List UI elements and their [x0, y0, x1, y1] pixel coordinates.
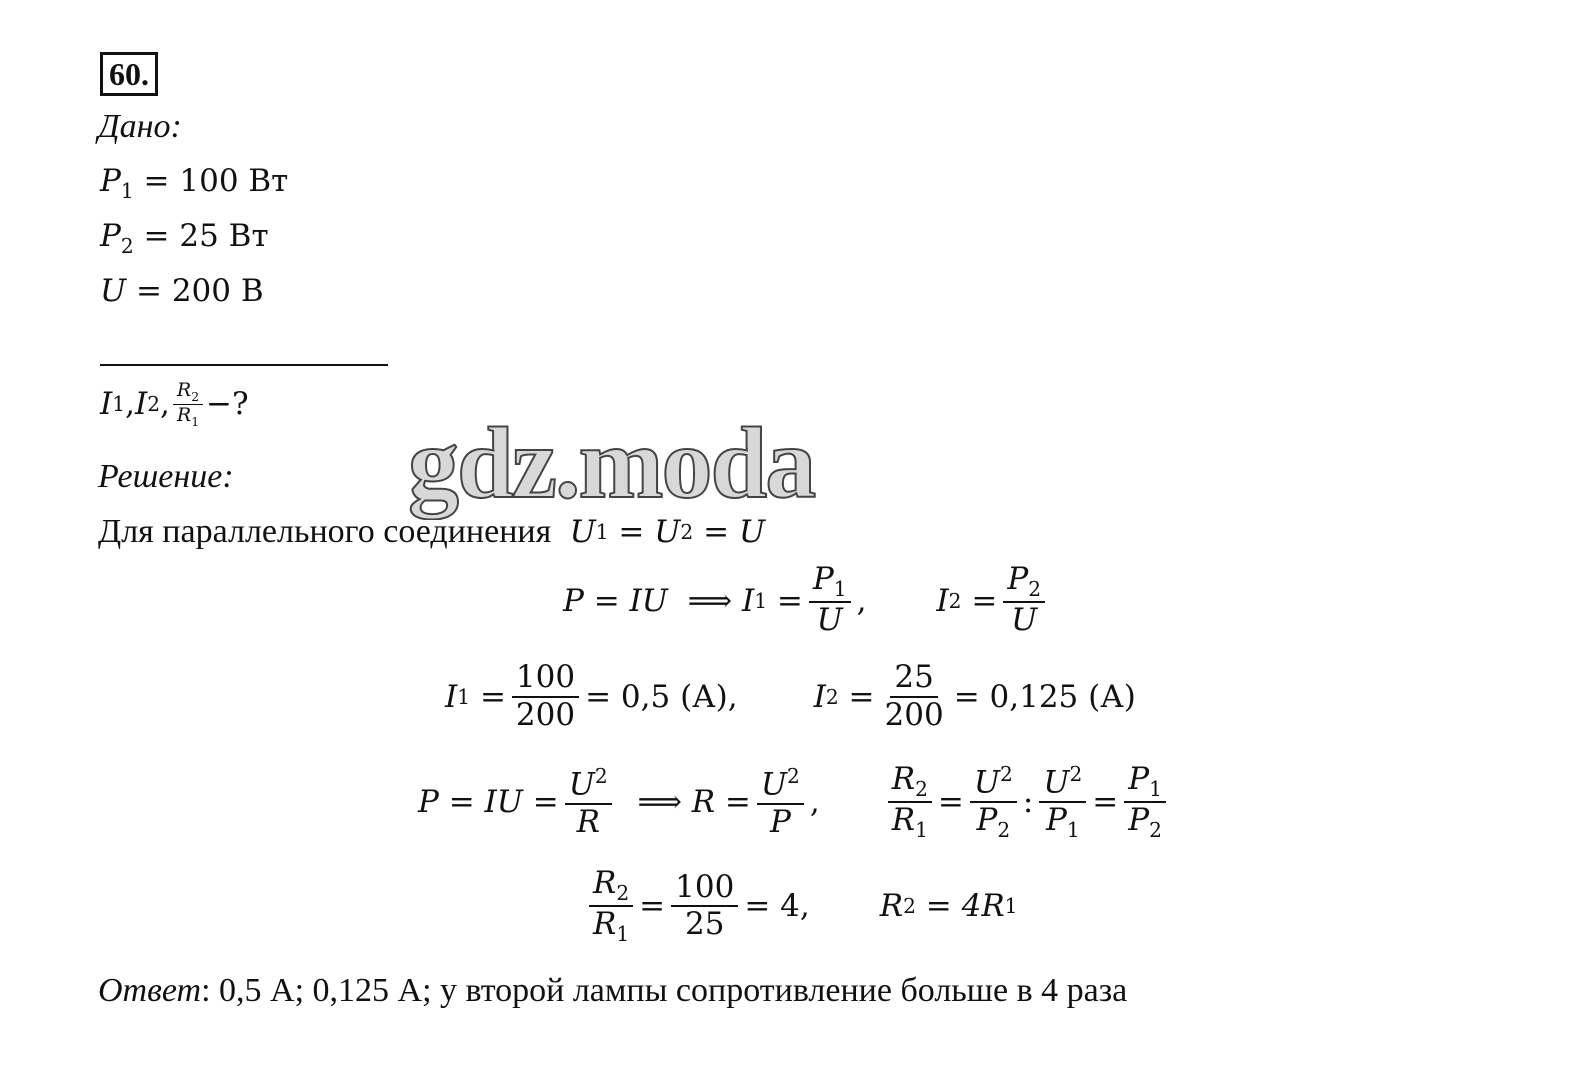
f3-fraction-2	[757, 765, 804, 841]
f3-frac5-den: P	[1045, 801, 1067, 838]
pe-eq2: =	[703, 514, 730, 550]
u-symbol: U	[100, 273, 127, 309]
f2-i2-sub: 2	[825, 684, 839, 709]
f1-arrow: ⟹	[687, 582, 733, 619]
answer-line	[98, 972, 1127, 1010]
f3-frac6-den: P	[1128, 802, 1150, 839]
f1-i2: I	[936, 582, 949, 619]
answer-text: : 0,5 А; 0,125 А; у второй лампы сопротивление больше в 4 раза	[201, 972, 1128, 1009]
f1-i1-sub: 1	[754, 588, 768, 613]
f3-frac2-num-sup: 2	[787, 763, 800, 788]
given-power-2	[100, 218, 269, 258]
f3-frac1-num: U	[568, 765, 595, 802]
given-voltage	[100, 273, 264, 309]
f3-frac6-num-sub: 1	[1149, 777, 1162, 802]
f1-frac1-num-sub: 1	[833, 577, 847, 602]
pe-u: U	[738, 514, 766, 550]
p1-subscript: 1	[120, 179, 134, 204]
f3-fraction-1	[565, 765, 612, 841]
find-comma-2: ,	[160, 386, 170, 423]
pe-u1-sub: 1	[595, 520, 609, 544]
f1-fraction-1	[809, 562, 851, 639]
f2-i2: I	[813, 678, 826, 715]
f4-r2-value: = 4R	[925, 888, 1005, 925]
f3-frac5-den-sub: 1	[1066, 817, 1080, 842]
f1-frac1-num: P	[812, 561, 834, 597]
f3-frac3-num-sub: 2	[915, 777, 928, 802]
given-power-1	[100, 163, 288, 203]
watermark: gdz.moda	[408, 407, 815, 520]
solution-heading: Решение:	[98, 458, 234, 495]
find-i1-sub: 1	[112, 392, 126, 417]
pe-u2-sub: 2	[680, 520, 694, 544]
f3-frac4-num-sup: 2	[1000, 761, 1013, 786]
p2-value: = 25 Вт	[143, 218, 269, 254]
f4-fraction-2	[671, 870, 738, 943]
f4-result: = 4,	[744, 888, 810, 925]
find-ratio-den: R	[176, 403, 192, 426]
f4-frac1-den-sub: 1	[616, 922, 630, 947]
pe-eq1: =	[618, 514, 645, 550]
u-value: = 200 В	[136, 273, 264, 309]
find-i1: I	[100, 386, 113, 423]
p2-subscript: 2	[120, 234, 134, 259]
f3-fraction-6	[1124, 762, 1166, 843]
find-line	[100, 380, 249, 429]
f1-eq: =	[776, 582, 803, 619]
f4-fraction-1	[589, 866, 633, 947]
f2-result-1: = 0,5 (А),	[585, 678, 738, 715]
f2-frac2-den: 200	[884, 696, 944, 733]
find-ratio-den-sub: 1	[191, 414, 200, 429]
given-heading: Дано:	[98, 108, 182, 145]
f2-frac1-num: 100	[512, 660, 579, 698]
f3-frac4-den: P	[976, 801, 998, 838]
f4-frac1-den: R	[593, 906, 617, 943]
formula-line-1	[563, 562, 1051, 639]
f1-fraction-2	[1003, 562, 1045, 639]
find-ratio-num-sub: 2	[191, 389, 200, 404]
f3-frac5-num-sup: 2	[1069, 761, 1083, 786]
f2-fraction-2	[881, 660, 948, 733]
find-ratio-num: R	[176, 379, 192, 401]
f2-result-2: = 0,125 (А)	[953, 678, 1136, 715]
p1-symbol: P	[100, 163, 121, 199]
formula-line-3	[418, 762, 1172, 843]
f3-frac1-den: R	[576, 803, 600, 840]
pe-u1: U	[569, 514, 596, 550]
f3-frac2-num: U	[760, 765, 788, 802]
f3-eq2: =	[1092, 784, 1119, 821]
find-i2: I	[134, 386, 148, 423]
formula-line-2	[445, 660, 1136, 733]
answer-label: Ответ	[98, 972, 202, 1009]
find-suffix: −?	[206, 386, 249, 423]
pe-u2: U	[654, 514, 681, 550]
f3-frac6-num: P	[1128, 761, 1150, 797]
parallel-text: Для параллельного соединения	[98, 513, 552, 550]
given-divider	[100, 364, 388, 366]
p2-symbol: P	[100, 218, 121, 254]
f1-i2-sub: 2	[948, 588, 962, 613]
f3-frac3-den: R	[891, 802, 916, 839]
f3-fraction-5	[1039, 763, 1086, 842]
f3-lhs: P = IU =	[418, 784, 559, 821]
f3-frac4-den-sub: 2	[997, 817, 1011, 842]
f3-frac4-num: U	[973, 764, 1001, 801]
f3-frac3-num: R	[891, 761, 916, 797]
f2-frac2-num: 25	[890, 660, 937, 698]
f3-frac3-den-sub: 1	[915, 818, 928, 843]
f4-r2: R	[879, 888, 904, 925]
f3-frac6-den-sub: 2	[1149, 818, 1162, 843]
f1-frac1-den: U	[816, 602, 843, 639]
f2-i1: I	[445, 678, 458, 715]
find-i2-sub: 2	[147, 392, 161, 417]
f3-frac2-den: P	[769, 803, 791, 840]
f2-frac1-den: 200	[515, 696, 576, 733]
f3-eq: =	[937, 784, 964, 821]
f4-r2-value-sub: 1	[1004, 894, 1018, 919]
f1-lhs: P = IU	[563, 582, 668, 619]
f4-r2-sub: 2	[903, 894, 916, 919]
f2-fraction-1	[512, 660, 579, 733]
f1-eq2: =	[971, 582, 998, 619]
f4-frac1-num-sub: 2	[616, 881, 630, 906]
f1-comma: ,	[856, 582, 867, 619]
formula-line-4	[583, 866, 1018, 947]
f4-frac2-den: 25	[685, 906, 725, 943]
f3-fraction-3	[888, 762, 932, 843]
f4-frac1-num: R	[593, 865, 617, 901]
p1-value: = 100 Вт	[143, 163, 289, 199]
f2-i1-sub: 1	[457, 684, 471, 709]
find-comma-1: ,	[125, 386, 135, 423]
f1-i1: I	[741, 582, 755, 619]
f4-frac2-num: 100	[671, 870, 738, 908]
problem-number: 60.	[100, 52, 158, 96]
f1-frac2-den: U	[1011, 602, 1038, 639]
f2-eq2: =	[848, 678, 875, 715]
f2-eq: =	[479, 678, 506, 715]
f3-comma: ,	[809, 784, 820, 821]
f4-eq: =	[639, 888, 666, 925]
f3-frac5-num: U	[1043, 764, 1070, 801]
f1-frac2-num: P	[1007, 561, 1029, 597]
f3-frac1-num-sup: 2	[594, 763, 608, 788]
f1-frac2-num-sub: 2	[1028, 577, 1042, 602]
find-ratio-fraction	[173, 380, 203, 429]
f3-fraction-4	[970, 763, 1017, 842]
f3-colon: :	[1022, 784, 1034, 821]
f3-arrow: ⟹ R =	[637, 784, 751, 821]
